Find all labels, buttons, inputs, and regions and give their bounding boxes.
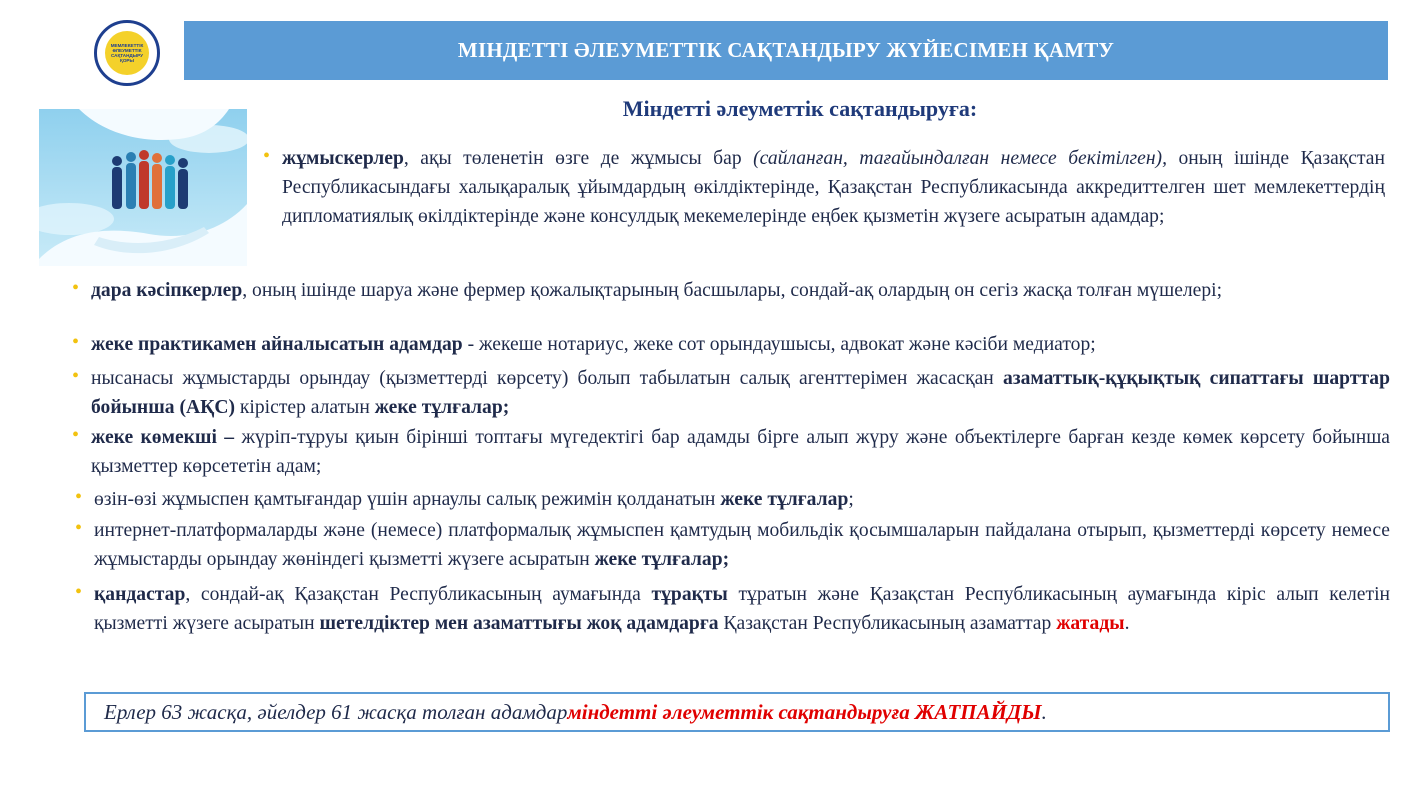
list-item-entrepreneurs: • дара кәсіпкерлер, оның ішінде шаруа және фермер қожалықтарының басшылары, сондай-ақ олардың он сегіз жасқа толған мүшелері; bbox=[91, 276, 1385, 305]
bullet-icon: • bbox=[75, 486, 83, 508]
page-title: МІНДЕТТІ ӘЛЕУМЕТТІК САҚТАНДЫРУ ЖҮЙЕСІМЕН ҚАМТУ bbox=[184, 21, 1388, 80]
bullet-icon: • bbox=[72, 277, 80, 299]
section-subtitle: Міндетті әлеуметтік сақтандыруға: bbox=[622, 96, 978, 121]
bullet-icon: • bbox=[72, 331, 80, 353]
fund-logo-text: МЕМЛЕКЕТТІК ӘЛЕУМЕТТІК САҚТАНДЫРУ ҚОРЫ bbox=[105, 31, 149, 75]
bullet-icon: • bbox=[72, 424, 80, 446]
bullet-icon: • bbox=[72, 365, 80, 387]
list-item-civil-contracts: • нысанасы жұмыстарды орындау (қызметтерді көрсету) болып табылатын салық агенттерімен жасасқан азаматтық-құқықтық сипаттағы шарттар бойынша (АҚС) кірістер алатын жеке тұлғалар; bbox=[91, 364, 1390, 422]
bullet-icon: • bbox=[263, 145, 271, 167]
list-item-platform-workers: • интернет-платформаларды және (немесе) платформалық жұмыспен қамтудың мобильдік қосымшаларын пайдалана отырып, қызметтерді көрсету немесе жұмыстарды орындау жөніндегі қызметті жүзеге асыратын жеке тұлғалар; bbox=[94, 516, 1390, 574]
fund-logo bbox=[94, 20, 160, 86]
bullet-icon: • bbox=[75, 517, 83, 539]
list-item-workers: • жұмыскерлер, ақы төленетін өзге де жұмысы бар (сайланған, тағайындалған немесе бекітілген), оның ішінде Қазақстан Республикасындағы халықаралық ұйымдардың өкілдіктерінде, Қазақстан Республикасында аккредиттелген шет мемлекеттердің дипломатиялық өкілдіктерінде және консулдық мекемелерінде еңбек қызметін жүзеге асыратын адамдар; bbox=[282, 144, 1385, 231]
exclusion-note: Ерлер 63 жасқа, әйелдер 61 жасқа толған адамдар міндетті әлеуметтік сақтандыруға ЖАТПАЙДЫ . bbox=[84, 692, 1390, 732]
list-item-self-employed: • өзін-өзі жұмыспен қамтығандар үшін арнаулы салық режимін қолданатын жеке тұлғалар; bbox=[94, 485, 1390, 514]
bullet-icon: • bbox=[75, 581, 83, 603]
list-item-private-practice: • жеке практикамен айналысатын адамдар - жекеше нотариус, жеке сот орындаушысы, адвокат және кәсіби медиатор; bbox=[91, 330, 1385, 359]
list-item-kandas: • қандастар, сондай-ақ Қазақстан Республикасының аумағында тұрақты тұратын және Қазақстан Республикасының аумағында кіріс алып келетін қызметті жүзеге асыратын шетелдіктер мен азаматтығы жоқ адамдарға Қазақстан Республикасының азаматтар жатады. bbox=[94, 580, 1390, 638]
list-item-personal-assistant: • жеке көмекші – жүріп-тұруы қиын бірінші топтағы мүгедектігі бар адамды бірге алып жүру және объектілерге барған кезде көмек көрсету бойынша қызметтер көрсететін адам; bbox=[91, 423, 1390, 481]
hands-people-illustration bbox=[39, 109, 247, 266]
